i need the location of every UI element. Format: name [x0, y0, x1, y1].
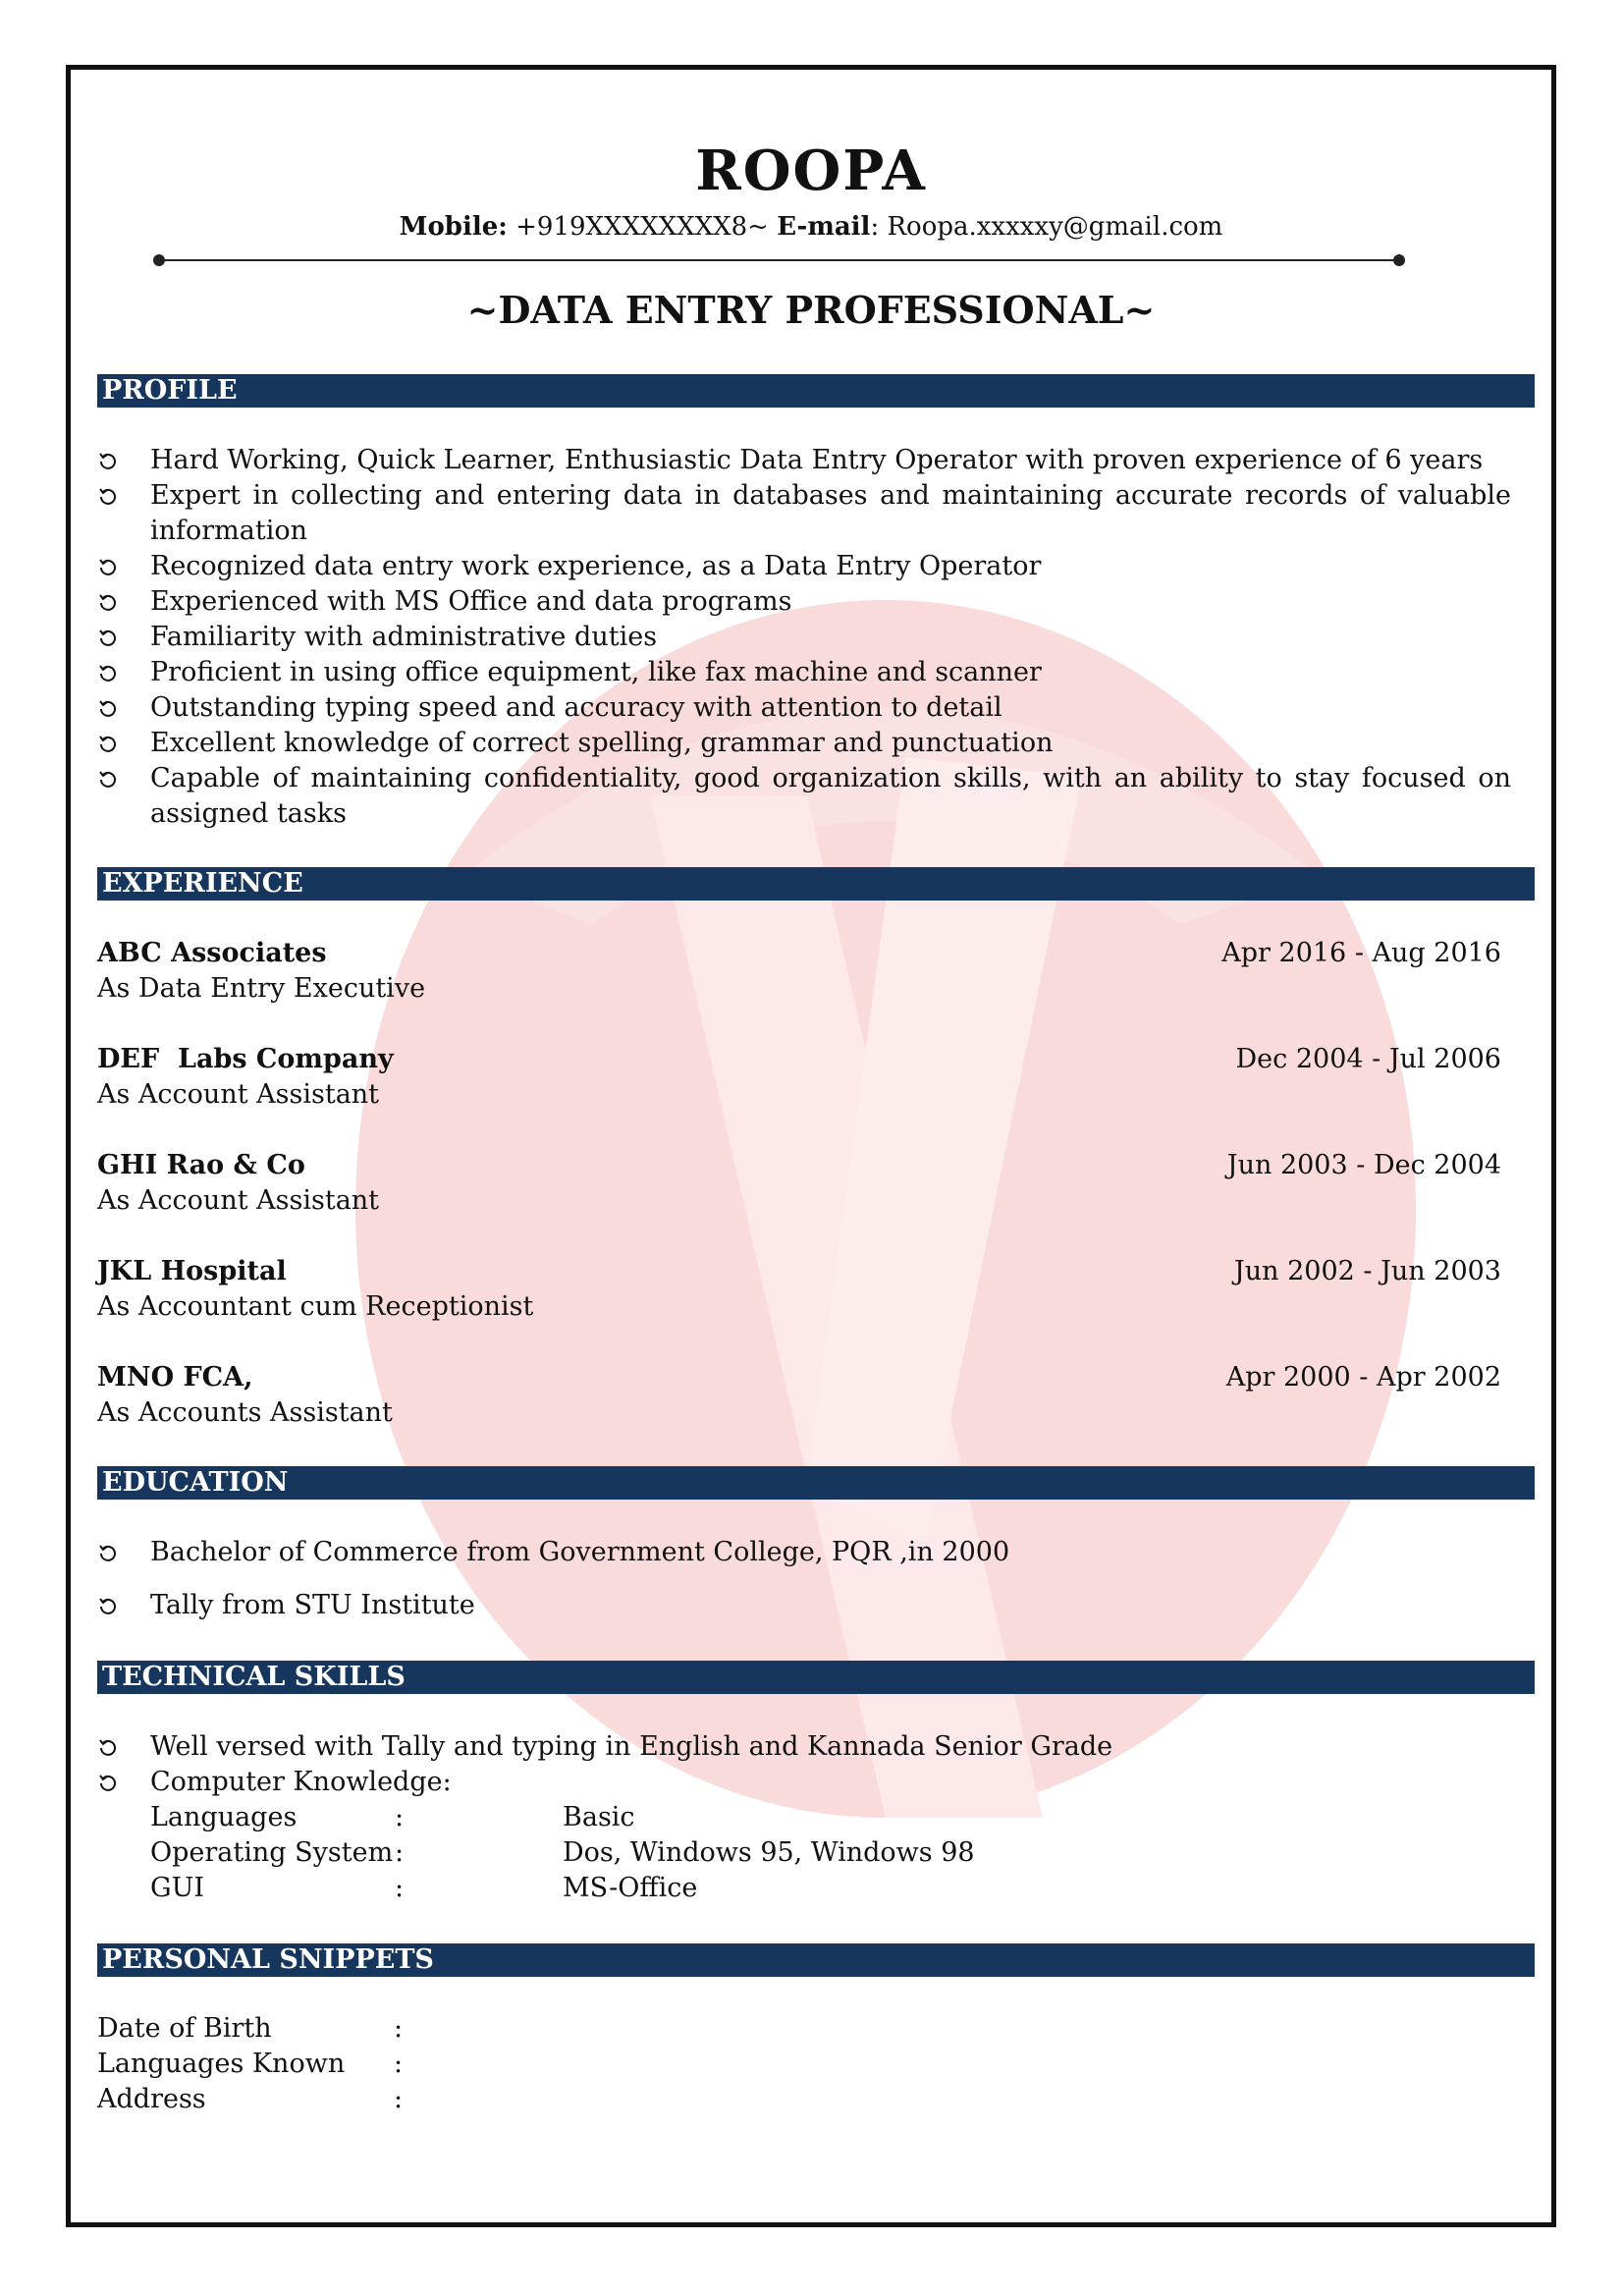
- company-name: JKL Hospital: [97, 1256, 287, 1286]
- list-item: Well versed with Tally and typing in English and Kannada Senior Grade: [97, 1729, 1511, 1765]
- mobile-value: +919XXXXXXXX8~: [507, 212, 778, 242]
- list-item: Excellent knowledge of correct spelling, grammar and punctuation: [97, 726, 1511, 761]
- profile-list: [97, 443, 1511, 832]
- section-header-experience: EXPERIENCE: [97, 867, 1535, 901]
- job-role: As Account Assistant: [97, 1079, 380, 1110]
- section-header-education: EDUCATION: [97, 1466, 1535, 1500]
- mobile-label: Mobile:: [399, 212, 508, 242]
- list-item: Tally from STU Institute: [97, 1588, 1511, 1623]
- list-item: Outstanding typing speed and accuracy with attention to detail: [97, 690, 1511, 726]
- header-divider: [157, 259, 1401, 261]
- job-role: As Accountant cum Receptionist: [97, 1291, 534, 1322]
- list-item: Proficient in using office equipment, like fax machine and scanner: [97, 655, 1511, 690]
- list-item: Computer Knowledge:: [97, 1765, 1511, 1800]
- job-dates: Jun 2002 - Jun 2003: [1233, 1256, 1501, 1286]
- company-name: GHI Rao & Co: [97, 1150, 305, 1180]
- email-label: E-mail: [777, 212, 871, 242]
- resume-page: ROOPA Mobile: +919XXXXXXXX8~ E-mail: Roopa.xxxxxy@gmail.com ~DATA ENTRY PROFESSIONAL~ PROFILE Hard Working, Quick Learner, Enthusiastic Data Entry Operator with proven experience of 6 years Expert in collecting and entering data in databases and maintaining accurate records of valuable information Recognized data entry work experience, as a Data Entry Operator Experienced with MS Office and data programs Familiarity with administrative duties Proficient in using office equipment, like fax machine and scanner Outstanding typing speed and accuracy with attention to detail Excellent knowledge of correct spelling, grammar and punctuation Capable of maintaining confidentiality, good organization skills, with an ability to stay focused on assigned tasks EXPERIENCE ABC Associates As Data Entry Executive Apr 2016 - Aug 2016 DEF Labs Company As Account Assistant Dec 2004 - Jul 2006 GHI Rao & Co As Account Assistant Jun 2003 - Dec 2004 JKL Hospital As Accountant cum Receptionist Jun 2002 - Jun 2003 MNO FCA, As Accounts Assistant Apr 2000 - Apr 2002 EDUCATION Bachelor of Commerce from Government College, PQR ,in 2000 Tally from STU Institute TECHNICAL SKILLS Well versed with Tally and typing in English and Kannada Senior Grade Computer Knowledge: Languages : Basic Operating System : Dos, Windows 95, Windows 98 GUI : MS-Office PERSONAL SNIPPETS Date of Birth : Languages Known : Address :: [66, 65, 1556, 2227]
- refresh-arrow-icon: [97, 769, 119, 791]
- job-entry: [97, 936, 1511, 1007]
- job-dates: Jun 2003 - Dec 2004: [1226, 1150, 1501, 1180]
- job-title-headline: ~DATA ENTRY PROFESSIONAL~: [466, 288, 1156, 332]
- list-item: Familiarity with administrative duties: [97, 620, 1511, 655]
- section-header-profile: PROFILE: [97, 374, 1535, 408]
- refresh-arrow-icon: [97, 592, 119, 614]
- job-role: As Data Entry Executive: [97, 973, 426, 1004]
- refresh-arrow-icon: [97, 1773, 119, 1794]
- refresh-arrow-icon: [97, 1596, 119, 1617]
- list-item: Hard Working, Quick Learner, Enthusiastic Data Entry Operator with proven experience of 6 years: [97, 443, 1511, 478]
- list-item: Expert in collecting and entering data in databases and maintaining accurate records of valuable information: [97, 478, 1511, 549]
- job-entry: [97, 1042, 1511, 1113]
- job-dates: Dec 2004 - Jul 2006: [1235, 1044, 1501, 1074]
- refresh-arrow-icon: [97, 1737, 119, 1759]
- job-entry: [97, 1360, 1511, 1431]
- list-item: Experienced with MS Office and data programs: [97, 584, 1511, 620]
- list-item: Capable of maintaining confidentiality, good organization skills, with an ability to stay focused on assigned tasks: [97, 761, 1511, 832]
- section-header-technical-skills: TECHNICAL SKILLS: [97, 1661, 1535, 1694]
- job-entry: [97, 1254, 1511, 1325]
- candidate-name: ROOPA: [695, 138, 927, 203]
- refresh-arrow-icon: [97, 734, 119, 755]
- company-name: MNO FCA,: [97, 1362, 253, 1393]
- section-header-personal-snippets: PERSONAL SNIPPETS: [97, 1943, 1535, 1977]
- refresh-arrow-icon: [97, 698, 119, 720]
- refresh-arrow-icon: [97, 486, 119, 508]
- email-value: : Roopa.xxxxxy@gmail.com: [870, 212, 1223, 242]
- job-dates: Apr 2000 - Apr 2002: [1225, 1362, 1501, 1393]
- list-item: Bachelor of Commerce from Government College, PQR ,in 2000: [97, 1535, 1511, 1570]
- refresh-arrow-icon: [97, 451, 119, 472]
- refresh-arrow-icon: [97, 628, 119, 649]
- company-name: DEF Labs Company: [97, 1044, 394, 1074]
- company-name: ABC Associates: [97, 938, 327, 968]
- job-dates: Apr 2016 - Aug 2016: [1221, 938, 1501, 968]
- refresh-arrow-icon: [97, 557, 119, 578]
- job-entry: [97, 1148, 1511, 1219]
- contact-line: [71, 212, 1551, 243]
- refresh-arrow-icon: [97, 663, 119, 684]
- list-item: Recognized data entry work experience, as a Data Entry Operator: [97, 549, 1511, 584]
- refresh-arrow-icon: [97, 1543, 119, 1564]
- education-list: [97, 1535, 1511, 1623]
- skills-list: [97, 1729, 1511, 1800]
- job-role: As Accounts Assistant: [97, 1397, 393, 1428]
- job-role: As Account Assistant: [97, 1185, 380, 1216]
